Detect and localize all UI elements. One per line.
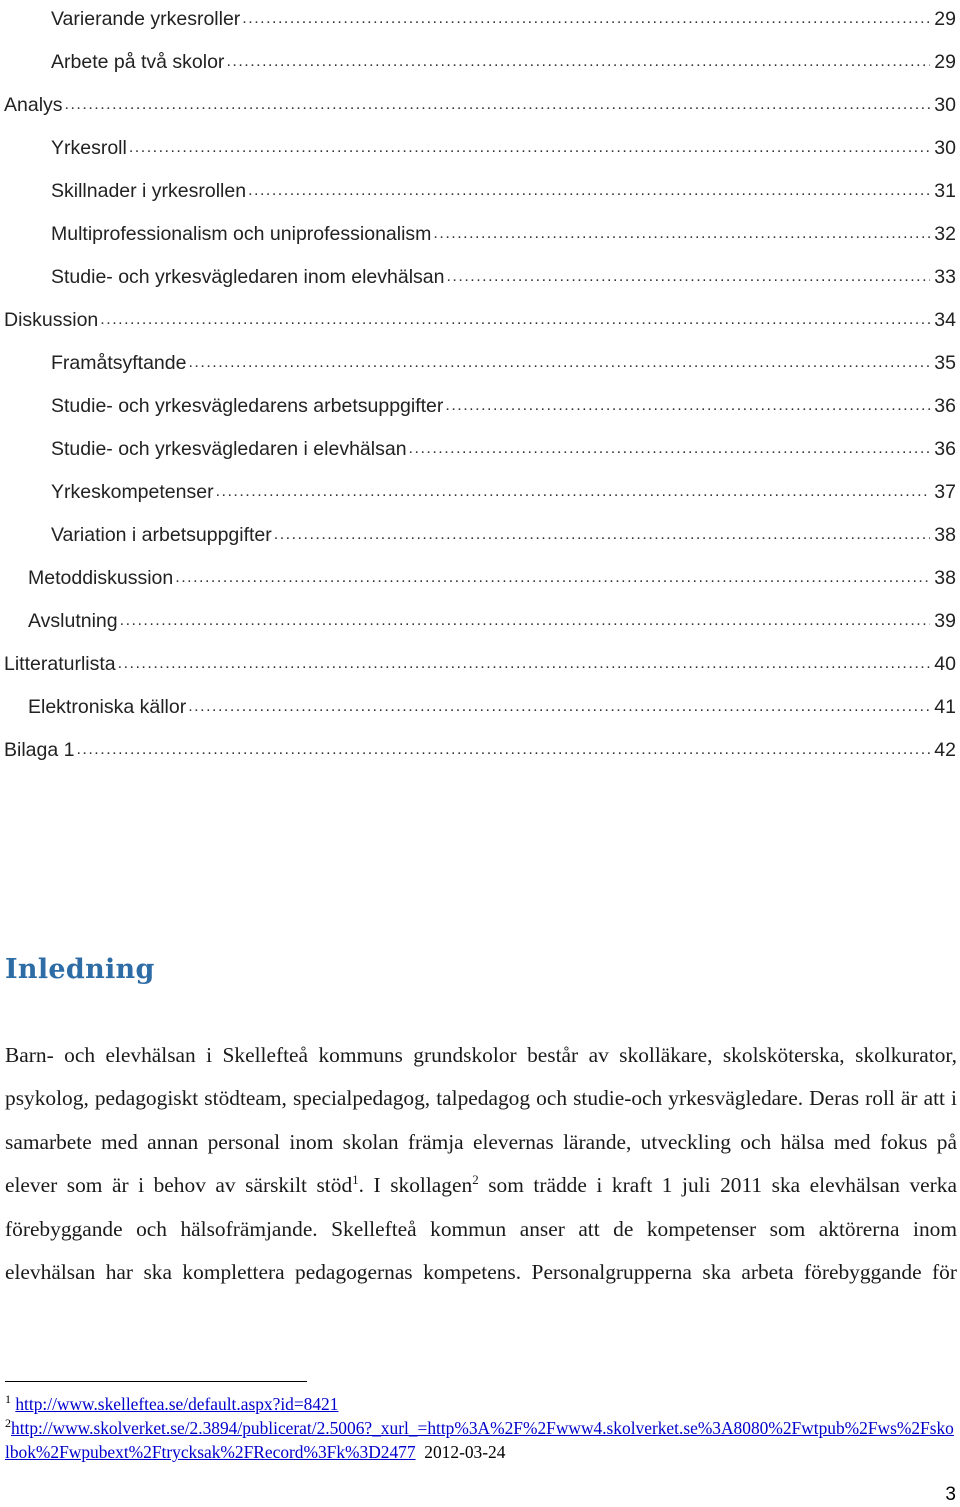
body-paragraph <box>5 1034 957 1294</box>
footnote-number: 2 <box>5 1416 11 1431</box>
toc-dot-leader <box>445 398 930 414</box>
toc-entry[interactable] <box>0 0 956 29</box>
toc-dot-leader <box>433 226 930 242</box>
toc-entry[interactable] <box>0 416 956 459</box>
toc-entry-label: Yrkeskompetenser <box>51 480 214 503</box>
toc-entry-label: Framåtsyftande <box>51 351 187 374</box>
footnote-reference[interactable]: 1 <box>352 1172 359 1188</box>
toc-entry[interactable] <box>0 674 956 717</box>
toc-dot-leader <box>100 312 930 328</box>
toc-entry-page: 38 <box>934 566 956 589</box>
toc-entry-label: Bilaga 1 <box>4 738 75 761</box>
toc-entry[interactable] <box>0 287 956 330</box>
toc-entry-page: 29 <box>934 7 956 30</box>
body-text-segment: Barn- och elevhälsan i Skellefteå kommuns grundskolor består av skolläkare, skolsköterska, skolkurator, psykolog, pedagogiskt stödteam, specialpedagog, talpedagog och studie-och yrkesvägledare. Deras roll är att i samarbete med annan personal inom skolan främja elevernas lärande, utveckling och hälsa med fokus på elever som är i behov av särskilt stöd <box>5 1043 957 1198</box>
toc-entry-page: 29 <box>934 50 956 73</box>
toc-entry-label: Studie- och yrkesvägledaren i elevhälsan <box>51 437 407 460</box>
toc-entry-label: Diskussion <box>4 308 99 331</box>
toc-dot-leader <box>65 97 931 113</box>
section-heading: Inledning <box>5 954 155 985</box>
toc-dot-leader <box>248 183 930 199</box>
toc-dot-leader <box>274 527 931 543</box>
toc-dot-leader <box>118 656 931 672</box>
toc-entry-page: 36 <box>934 394 956 417</box>
toc-entry-label: Skillnader i yrkesrollen <box>51 179 247 202</box>
toc-entry-label: Studie- och yrkesvägledarens arbetsuppgifter <box>51 394 444 417</box>
toc-entry[interactable] <box>0 631 956 674</box>
body-text-segment: . I skollagen <box>358 1173 473 1198</box>
toc-entry[interactable] <box>0 459 956 502</box>
toc-entry-page: 40 <box>934 652 956 675</box>
toc-entry-page: 30 <box>934 136 956 159</box>
toc-entry-page: 41 <box>934 695 956 718</box>
toc-entry[interactable] <box>0 244 956 287</box>
footnote <box>5 1392 957 1416</box>
toc-entry[interactable] <box>0 502 956 545</box>
toc-entry-label: Varierande yrkesroller <box>51 7 241 30</box>
footnote-link[interactable]: http://www.skolverket.se/2.3894/publicerat/2.5006?_xurl_=http%3A%2F%2Fwww4.skolverket.se%3A8080%2Fwtpub%2Fws%2Fskolbok%2Fwpubext%2Ftrycksak%2FRecord%3Fk%3D2477 <box>5 1418 954 1462</box>
body-text-segment: som trädde i kraft 1 juli 2011 ska elevhälsan verka förebyggande och hälsofrämjande. Skellefteå kommun anser att de kompetenser som aktörerna inom elevhälsan har ska komplettera pedagogernas kompetens. Personalgrupperna ska arbeta förebyggande för <box>5 1173 957 1285</box>
toc-entry[interactable] <box>0 373 956 416</box>
footnote-separator <box>5 1381 307 1382</box>
toc-entry-label: Yrkesroll <box>51 136 127 159</box>
toc-entry[interactable] <box>0 588 956 631</box>
toc-dot-leader <box>226 54 930 70</box>
toc-entry-label: Multiprofessionalism och uniprofessionalism <box>51 222 432 245</box>
toc-dot-leader <box>446 269 930 285</box>
toc-dot-leader <box>216 484 931 500</box>
toc-entry-label: Avslutning <box>28 609 118 632</box>
toc-entry[interactable] <box>0 29 956 72</box>
toc-entry-page: 35 <box>934 351 956 374</box>
toc-dot-leader <box>120 613 931 629</box>
toc-entry[interactable] <box>0 201 956 244</box>
toc-entry[interactable] <box>0 72 956 115</box>
footnote-reference[interactable]: 2 <box>472 1172 479 1188</box>
page-number: 3 <box>945 1484 956 1505</box>
toc-dot-leader <box>188 699 930 715</box>
toc-entry[interactable] <box>0 545 956 588</box>
toc-entry-page: 34 <box>934 308 956 331</box>
toc-entry-label: Studie- och yrkesvägledaren inom elevhälsan <box>51 265 445 288</box>
toc-entry-page: 32 <box>934 222 956 245</box>
toc-entry-label: Analys <box>4 93 63 116</box>
toc-entry-page: 30 <box>934 93 956 116</box>
toc-entry-label: Metoddiskussion <box>28 566 174 589</box>
toc-entry-label: Variation i arbetsuppgifter <box>51 523 272 546</box>
toc-dot-leader <box>129 140 930 156</box>
toc-entry-label: Arbete på två skolor <box>51 50 225 73</box>
toc-entry[interactable] <box>0 717 956 760</box>
toc-dot-leader <box>76 742 930 758</box>
toc-entry-page: 42 <box>934 738 956 761</box>
toc-dot-leader <box>188 355 930 371</box>
toc-entry[interactable] <box>0 330 956 373</box>
footnote-link[interactable]: http://www.skelleftea.se/default.aspx?id=8421 <box>15 1394 339 1414</box>
toc-dot-leader <box>409 441 931 457</box>
toc-entry-page: 38 <box>934 523 956 546</box>
toc-dot-leader <box>242 11 930 27</box>
toc-entry-page: 37 <box>934 480 956 503</box>
toc-entry[interactable] <box>0 115 956 158</box>
footnote-date: 2012-03-24 <box>424 1442 506 1462</box>
toc-entry-label: Elektroniska källor <box>28 695 187 718</box>
toc-entry-page: 31 <box>934 179 956 202</box>
toc-entry-page: 36 <box>934 437 956 460</box>
footnote <box>5 1416 957 1464</box>
toc-entry[interactable] <box>0 158 956 201</box>
toc-dot-leader <box>175 570 930 586</box>
toc-entry-label: Litteraturlista <box>4 652 116 675</box>
toc-entry-page: 33 <box>934 265 956 288</box>
footnotes <box>5 1392 957 1464</box>
toc-entry-page: 39 <box>934 609 956 632</box>
footnote-number: 1 <box>5 1392 11 1407</box>
